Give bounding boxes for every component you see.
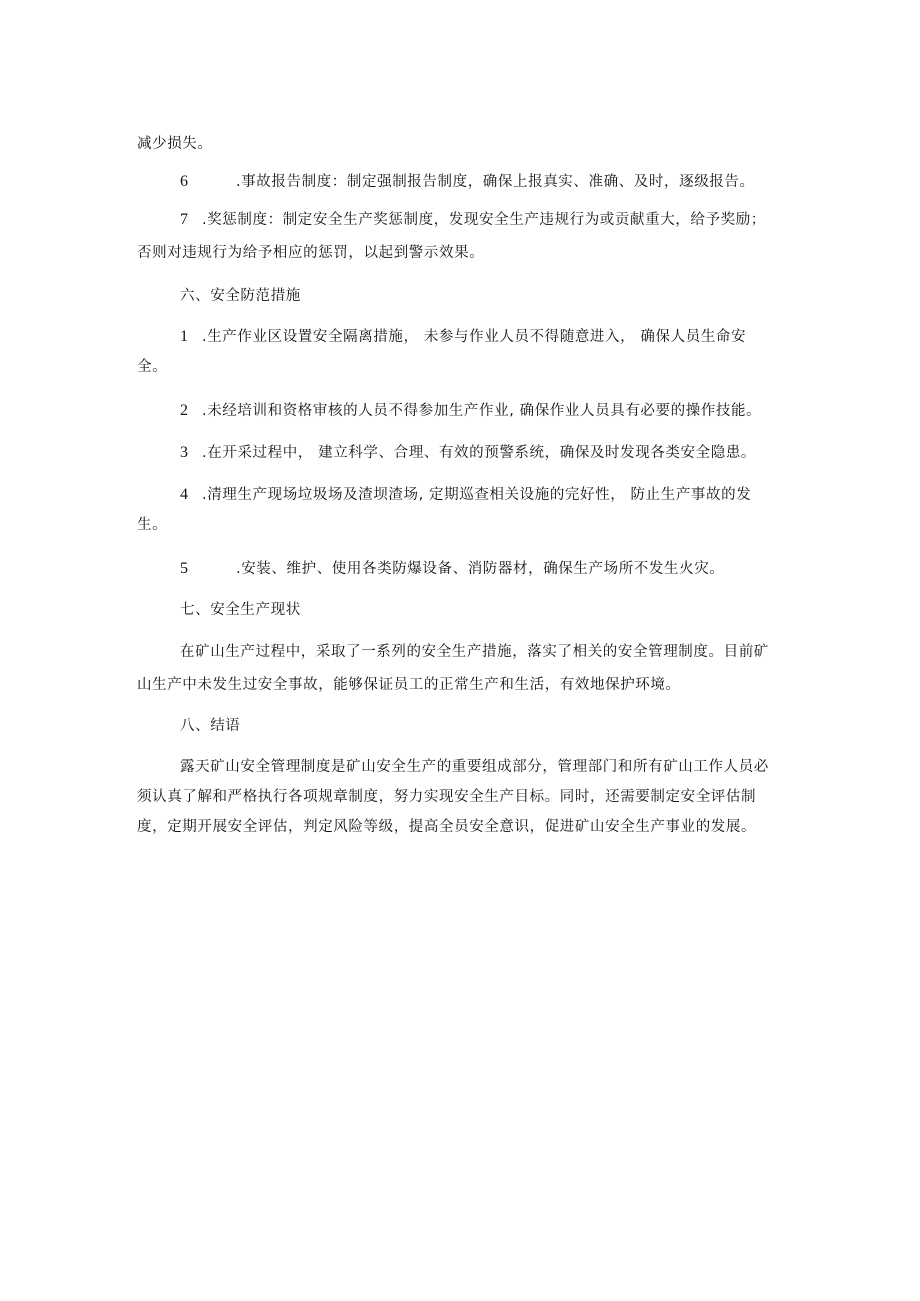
list-number: 3 [180,444,189,461]
paragraph-continuation [137,134,213,154]
list-number: 7 [180,211,189,228]
section8-paragraph-line3 [137,817,756,837]
list-item-7 [180,210,766,230]
list-text: 全。 [137,359,168,375]
list-text: .清理生产现场垃圾场及渣坝渣场, 定期巡查相关设施的完好性， 防止生产事故的发 [202,487,752,503]
list-text: .生产作业区设置安全隔离措施， 未参与作业人员不得随意进入， 确保人员生命安 [202,329,747,345]
paragraph-text: 度，定期开展安全评估，判定风险等级，提高全员安全意识，促进矿山安全生产事业的发展。 [137,819,757,835]
list-text: .在开采过程中， 建立科学、合理、有效的预警系统，确保及时发现各类安全隐患。 [202,445,757,461]
list-text: .奖惩制度：制定安全生产奖惩制度，发现安全生产违规行为或贡献重大，给予奖励； [202,212,766,228]
heading-text: 六、安全防范措施 [180,288,301,304]
list-number: 2 [180,402,189,419]
section8-paragraph-line1 [180,757,769,777]
list-item-2 [180,401,761,421]
paragraph-text: 减少损失。 [137,136,213,152]
paragraph-text: 露天矿山安全管理制度是矿山安全生产的重要组成部分，管理部门和所有矿山工作人员必 [180,759,769,775]
section-heading [180,286,301,306]
list-item-7-continuation [137,243,484,263]
list-item-1-continuation [137,357,167,377]
list-number: 1 [180,328,189,345]
list-item-3 [180,443,756,463]
list-text: 生。 [137,517,168,533]
section7-paragraph-line1 [180,642,769,662]
section7-paragraph-line2 [137,675,681,695]
list-item-1 [180,327,746,347]
list-text: 否则对违规行为给予相应的惩罚，以起到警示效果。 [137,245,485,261]
list-number: 5 [180,560,189,577]
section-heading [180,716,240,736]
list-item-4 [180,485,751,505]
list-item-4-continuation [137,515,167,535]
paragraph-text: 须认真了解和严格执行各项规章制度，努力实现安全生产目标。同时，还需要制定安全评估制 [137,789,757,805]
list-text: .事故报告制度：制定强制报告制度，确保上报真实、准确、及时，逐级报告。 [236,174,755,190]
list-number: 4 [180,486,189,503]
list-number: 6 [180,173,189,190]
paragraph-text: 山生产中未发生过安全事故，能够保证员工的正常生产和生活，有效地保护环境。 [137,677,681,693]
list-item-5 [180,559,724,579]
paragraph-text: 在矿山生产过程中，采取了一系列的安全生产措施，落实了相关的安全管理制度。目前矿 [180,644,769,660]
list-text: .安装、维护、使用各类防爆设备、消防器材，确保生产场所不发生火灾。 [236,561,725,577]
heading-text: 七、安全生产现状 [180,602,301,618]
list-item-6 [180,172,755,192]
heading-text: 八、结语 [180,718,241,734]
list-text: .未经培训和资格审核的人员不得参加生产作业, 确保作业人员具有必要的操作技能。 [202,403,762,419]
section8-paragraph-line2 [137,787,756,807]
section-heading [180,600,301,620]
